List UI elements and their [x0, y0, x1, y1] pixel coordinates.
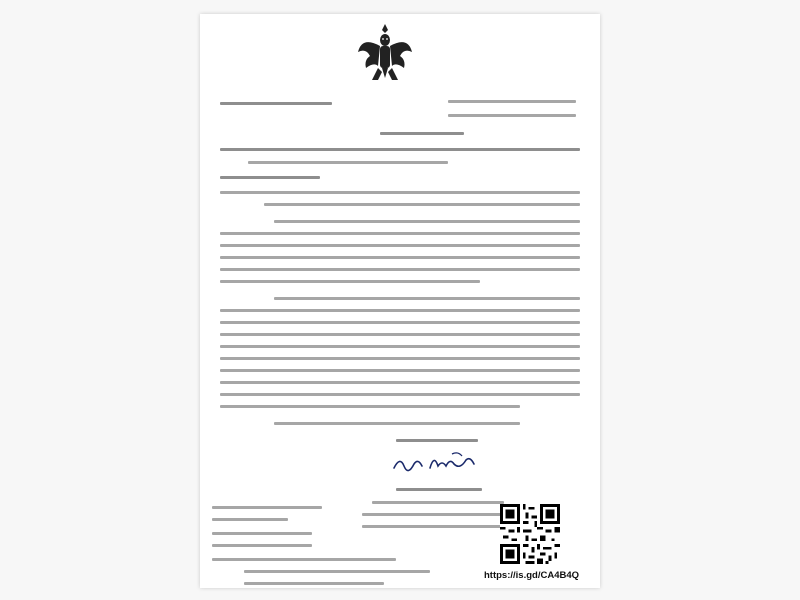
issuing-unit [212, 518, 288, 521]
closing-line [274, 422, 520, 425]
contact-line [212, 532, 312, 535]
attachment-item [264, 203, 580, 206]
recipient-line [220, 176, 320, 179]
signature [390, 450, 480, 476]
document-date [380, 132, 464, 135]
body-line [220, 393, 580, 396]
body-line [220, 333, 580, 336]
body-line [220, 256, 580, 259]
garuda-emblem-icon [356, 22, 414, 86]
sender-office [448, 100, 576, 103]
sender-address [448, 114, 576, 117]
signatory-title [362, 525, 512, 528]
body-line [220, 321, 580, 324]
body-line [274, 297, 580, 300]
body-line [220, 381, 580, 384]
attachment-item [220, 191, 580, 194]
body-line [220, 280, 480, 283]
subject-line [248, 161, 448, 164]
distribution-line [212, 558, 396, 561]
contact-line [212, 544, 312, 547]
signatory-name [396, 488, 482, 491]
body-line [220, 369, 580, 372]
body-line [220, 244, 580, 247]
qr-short-link[interactable]: https://is.gd/CA4B4Q [484, 570, 580, 581]
distribution-line [244, 582, 384, 585]
document-number [220, 102, 332, 105]
signatory-title [372, 501, 504, 504]
subject-line [220, 148, 580, 151]
document-page [200, 14, 600, 588]
body-line [220, 268, 580, 271]
body-line [220, 357, 580, 360]
body-line [220, 345, 580, 348]
body-line [220, 232, 580, 235]
qr-code-icon[interactable] [500, 504, 560, 564]
body-line [220, 405, 520, 408]
distribution-line [244, 570, 430, 573]
complimentary-close [396, 439, 478, 442]
signatory-title [362, 513, 512, 516]
issuing-unit [212, 506, 322, 509]
body-line [220, 309, 580, 312]
body-line [274, 220, 580, 223]
